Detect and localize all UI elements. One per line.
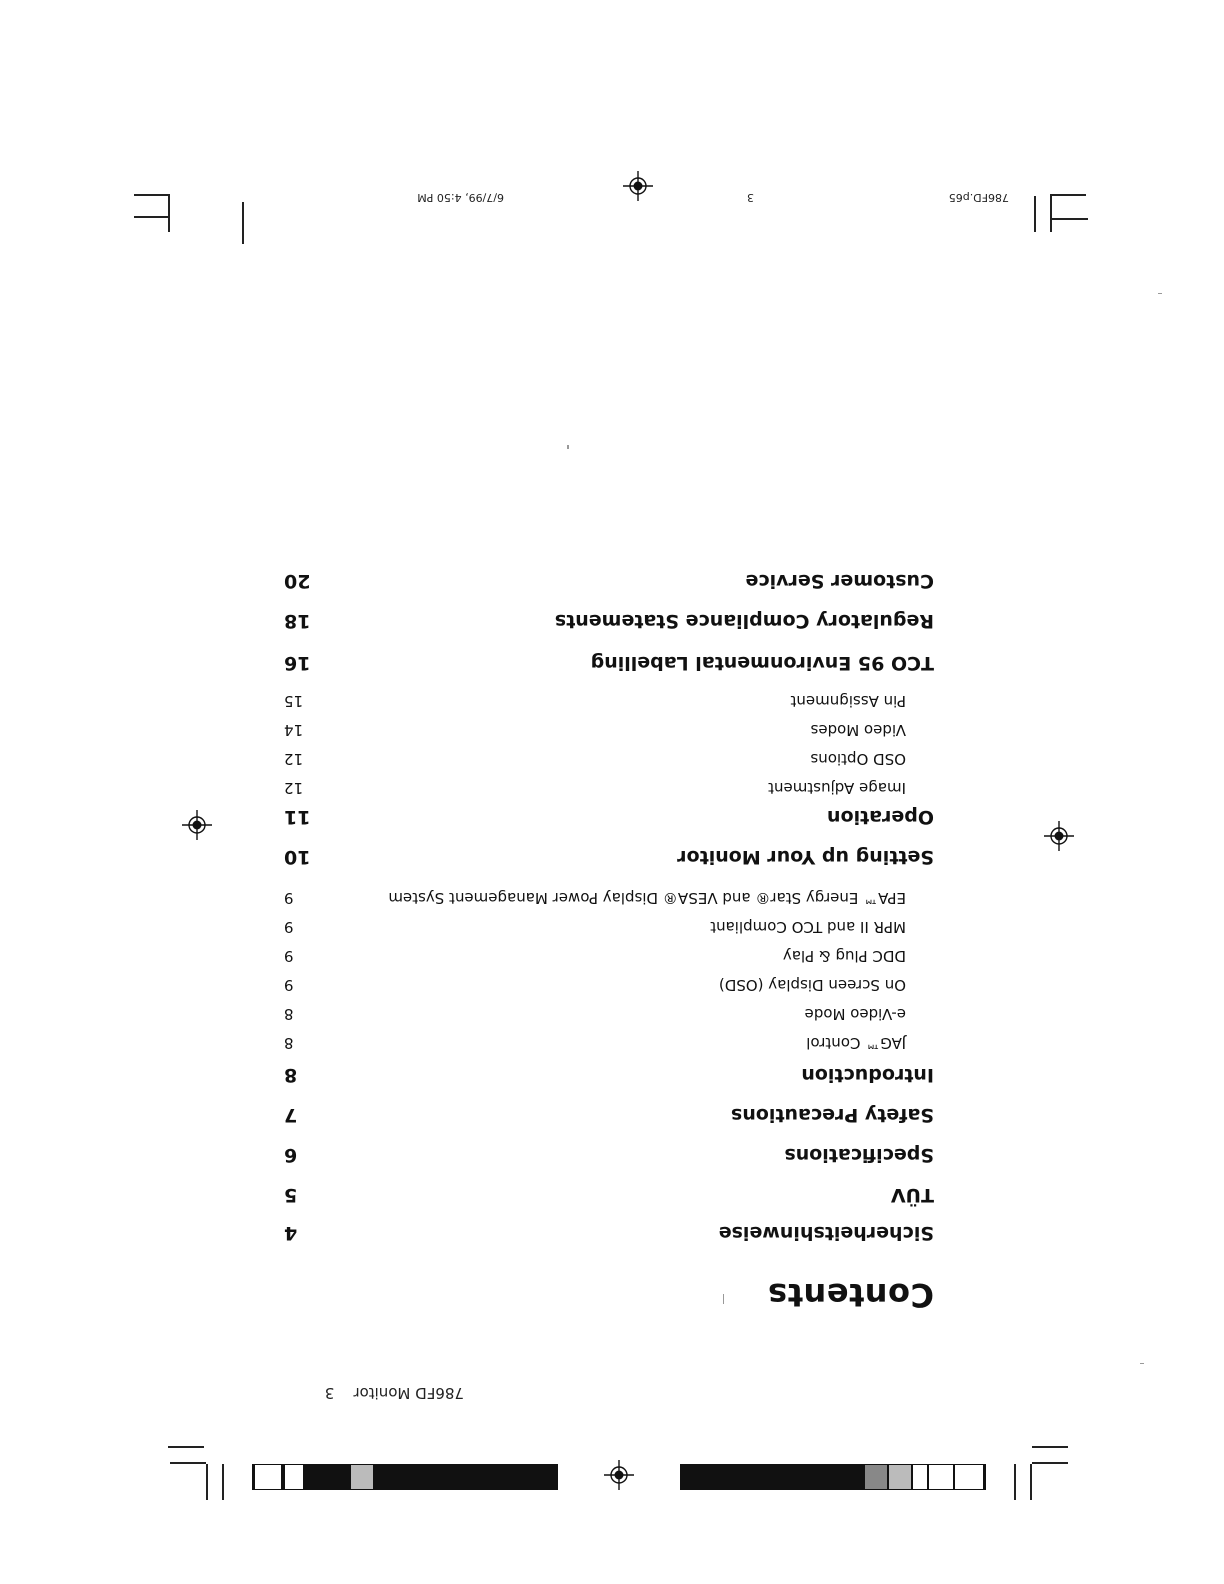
toc-entry — [284, 684, 934, 710]
scan-speck — [567, 445, 569, 449]
crop-mark — [1031, 1464, 1033, 1500]
scan-speck — [1158, 293, 1162, 294]
crop-mark — [168, 1447, 204, 1449]
toc-entry-label: OSD Options — [810, 750, 906, 768]
toc-entry — [284, 771, 934, 797]
footer-product: 786FD Monitor — [353, 1384, 464, 1402]
toc-entry-page: 18 — [284, 610, 311, 632]
toc-entry-label: MPR II and TCO Compliant — [710, 918, 906, 936]
toc-entry-label: JAG™ Control — [806, 1034, 906, 1052]
toc-entry — [284, 1180, 934, 1206]
toc-entry-label: Customer Service — [745, 570, 934, 592]
slug-datetime: 6/7/99, 4:50 PM — [417, 191, 504, 204]
slug-file: 786FD.p65 — [948, 191, 1009, 204]
crop-mark — [134, 195, 170, 197]
crop-mark — [169, 196, 171, 232]
toc-entry-label: TÜV — [890, 1184, 934, 1206]
toc-entry-page: 9 — [284, 947, 294, 965]
slug-page: 3 — [747, 191, 754, 204]
toc-entry-label: Image Adjustment — [768, 779, 906, 797]
toc-entry-page: 5 — [284, 1184, 298, 1206]
crop-mark — [243, 202, 245, 244]
page-title: Contents — [767, 1276, 934, 1314]
toc-entry-page: 7 — [284, 1104, 298, 1126]
toc-entry-page: 10 — [284, 846, 311, 868]
toc-entry-label: Regulatory Compliance Statements — [554, 610, 934, 632]
toc-entry — [284, 1140, 934, 1166]
crop-mark — [134, 217, 170, 219]
toc-entry-page: 12 — [284, 779, 304, 797]
toc-entry — [284, 802, 934, 828]
toc-entry-page: 12 — [284, 750, 304, 768]
crop-mark — [1032, 1463, 1068, 1465]
toc-entry-page: 15 — [284, 692, 304, 710]
registration-mark-icon — [604, 1460, 634, 1490]
color-bar-right — [252, 1464, 558, 1490]
toc-entry-page: 9 — [284, 918, 294, 936]
toc-entry — [284, 1060, 934, 1086]
toc-entry-page: 16 — [284, 652, 311, 674]
toc-entry-page: 8 — [284, 1034, 294, 1052]
toc-entry-page: 8 — [284, 1005, 294, 1023]
registration-mark-icon — [623, 171, 653, 201]
crop-mark — [223, 1464, 225, 1500]
footer-page-number: 3 — [324, 1384, 335, 1402]
toc-entry-label: Introduction — [801, 1064, 934, 1086]
crop-mark — [1051, 196, 1053, 232]
toc-entry — [284, 997, 934, 1023]
crop-mark — [1050, 195, 1086, 197]
scan-speck — [723, 1294, 724, 1304]
toc-entry — [284, 742, 934, 768]
toc-entry-label: Sicherheitshinweise — [718, 1222, 934, 1244]
toc-entry-label: Safety Precautions — [730, 1104, 934, 1126]
scan-speck — [1140, 1363, 1144, 1364]
toc-entry-label: Operation — [826, 806, 934, 828]
crop-mark — [170, 1463, 206, 1465]
toc-entry-label: DDC Plug & Play — [782, 947, 906, 965]
toc-entry — [284, 910, 934, 936]
toc-entry-label: EPA™ Energy Star® and VESA® Display Power Management System — [388, 889, 906, 907]
toc-entry-page: 11 — [284, 806, 311, 828]
toc-entry — [284, 939, 934, 965]
toc-entry — [284, 648, 934, 674]
toc-entry — [284, 1026, 934, 1052]
toc-entry-page: 14 — [284, 721, 304, 739]
toc-entry-page: 8 — [284, 1064, 298, 1086]
page-footer — [325, 1384, 464, 1402]
toc-entry — [284, 1100, 934, 1126]
toc-entry-label: Pin Assignment — [790, 692, 906, 710]
toc-entry — [284, 881, 934, 907]
toc-entry-label: e-Video Mode — [804, 1005, 906, 1023]
toc-entry-page: 4 — [284, 1222, 298, 1244]
toc-entry-label: Setting up Your Monitor — [677, 846, 934, 868]
toc-entry — [284, 842, 934, 868]
toc-entry-label: TCO 95 Environmental Labelling — [590, 652, 934, 674]
toc-entry-label: Video Modes — [810, 721, 906, 739]
toc-entry — [284, 713, 934, 739]
toc-entry-label: On Screen Display (OSD) — [718, 976, 906, 994]
toc-entry — [284, 606, 934, 632]
crop-mark — [1015, 1464, 1017, 1500]
crop-mark — [1032, 1447, 1068, 1449]
crop-mark — [207, 1464, 209, 1500]
toc-entry — [284, 968, 934, 994]
toc-entry-page: 9 — [284, 889, 294, 907]
toc-entry-label: Specifications — [784, 1144, 934, 1166]
registration-mark-icon — [182, 810, 212, 840]
crop-mark — [1052, 219, 1088, 221]
registration-mark-icon — [1044, 821, 1074, 851]
toc-entry — [284, 566, 934, 592]
toc-entry-page: 9 — [284, 976, 294, 994]
toc-entry-page: 20 — [284, 570, 311, 592]
toc-entry-page: 6 — [284, 1144, 298, 1166]
color-bar-left — [680, 1464, 986, 1490]
crop-mark — [1035, 196, 1037, 232]
toc-entry — [284, 1218, 934, 1244]
